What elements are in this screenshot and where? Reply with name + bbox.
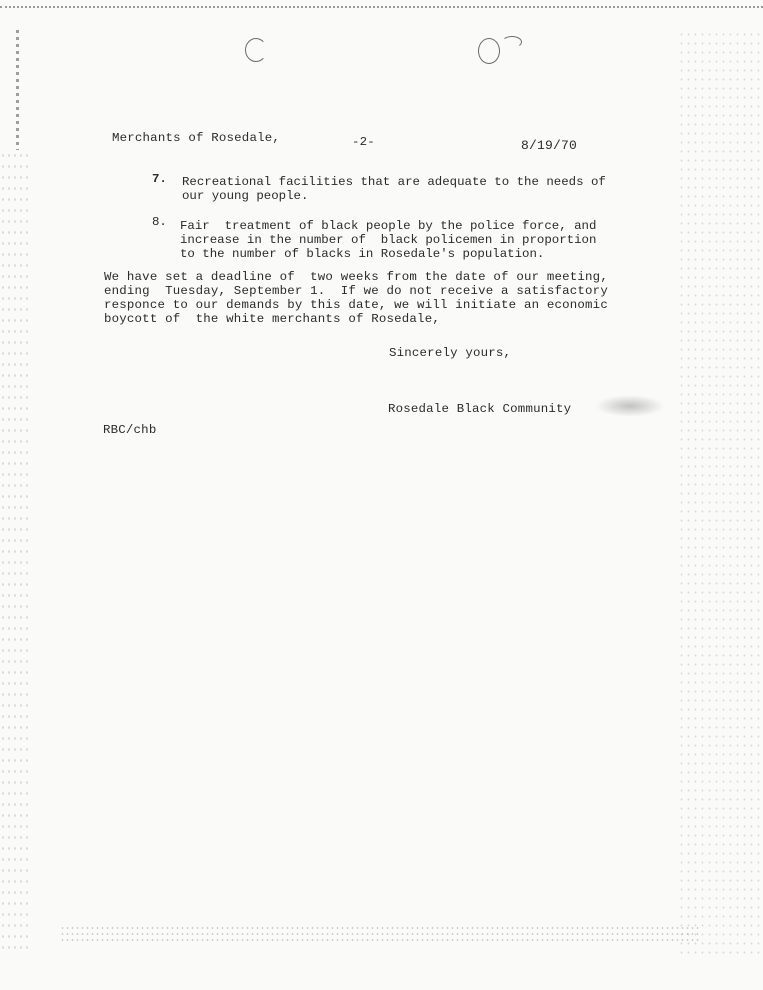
ink-smudge xyxy=(595,395,665,417)
scan-noise-bottom xyxy=(60,925,700,945)
page-number: -2- xyxy=(352,135,375,149)
item-8-line-3: to the number of blacks in Rosedale's population. xyxy=(180,247,545,261)
item-7-line-1: Recreational facilities that are adequate to the needs of xyxy=(182,175,606,189)
paragraph-line-3: responce to our demands by this date, we will initiate an economic xyxy=(104,298,608,312)
scan-noise-right xyxy=(678,30,763,960)
paragraph-line-1: We have set a deadline of two weeks from the date of our meeting, xyxy=(104,270,608,284)
scan-noise-left xyxy=(0,150,30,950)
punch-hole-right xyxy=(478,38,500,64)
item-number-8: 8. xyxy=(152,215,167,229)
item-8-line-1: Fair treatment of black people by the police force, and xyxy=(180,219,597,233)
item-number-7: 7. xyxy=(152,172,167,186)
closing-salutation: Sincerely yours, xyxy=(389,346,512,360)
item-8-line-2: increase in the number of black policemen in proportion xyxy=(180,233,597,247)
paragraph-line-4: boycott of the white merchants of Rosedale, xyxy=(104,312,440,326)
letter-date: 8/19/70 xyxy=(521,138,578,153)
page-top-edge xyxy=(0,6,763,8)
signer-name: Rosedale Black Community xyxy=(388,402,572,416)
paragraph-line-2: ending Tuesday, September 1. If we do not receive a satisfactory xyxy=(104,284,608,298)
item-7-line-2: our young people. xyxy=(182,189,309,203)
punch-hole-mark xyxy=(502,36,522,48)
typist-initials: RBC/chb xyxy=(103,423,157,437)
punch-hole-left xyxy=(245,38,267,62)
page-left-edge xyxy=(16,30,19,150)
addressee-header: Merchants of Rosedale, xyxy=(112,131,280,145)
